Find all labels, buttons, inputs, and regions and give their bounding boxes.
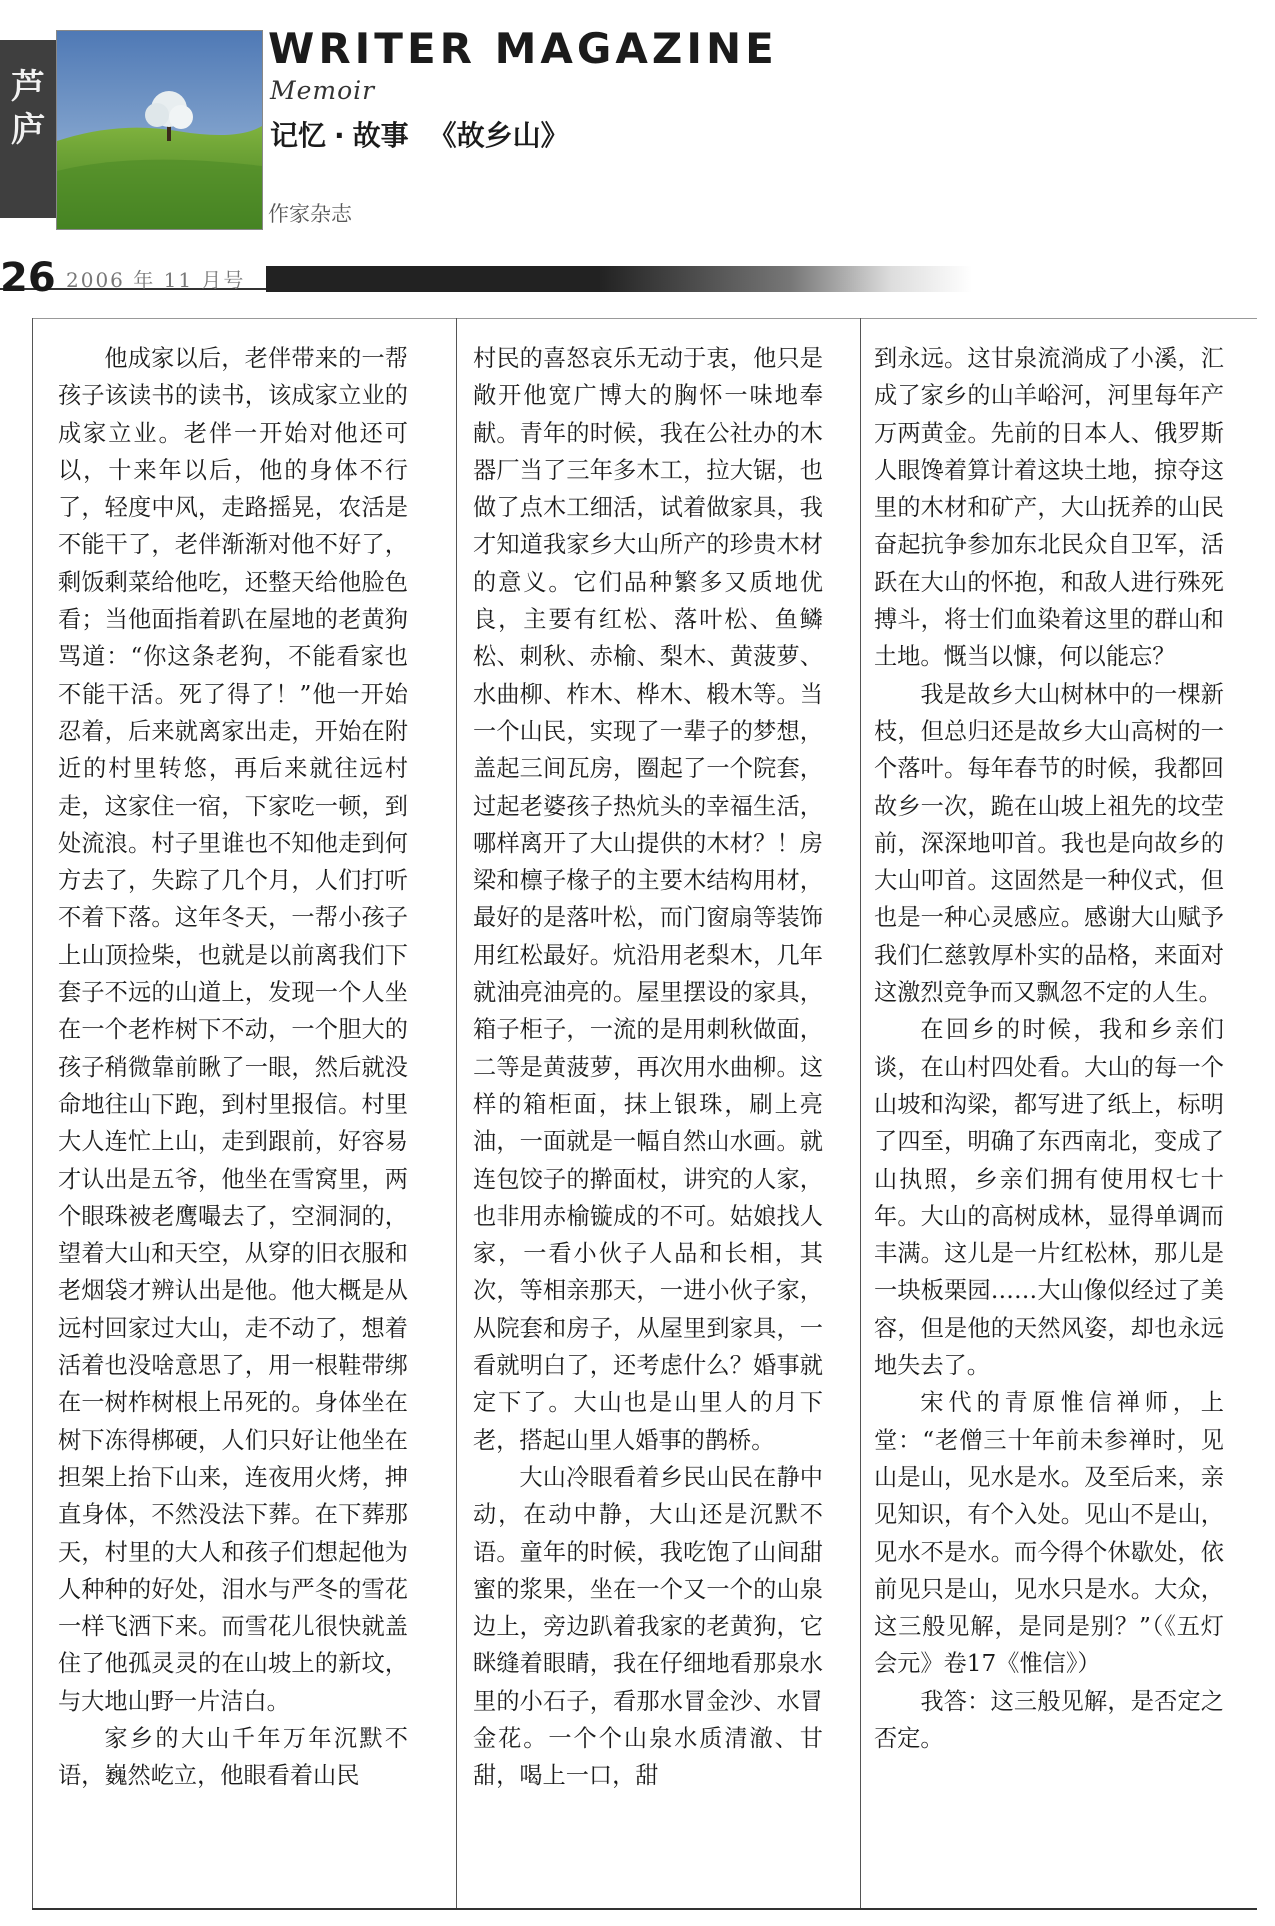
article-paragraph: 宋代的青原惟信禅师，上堂：“老僧三十年前未参禅时，见山是山，见水是水。及至后来，亲见知识，有个入处。见山不是山，见水不是水。而今得个休歇处，依前见只是山，见水只是水。大众，这三般见解，是同是别？”（《五灯会元》卷17《惟信》） [874, 1389, 1224, 1678]
side-tab-char-2: 庐 [11, 109, 45, 150]
work-title: 《故乡山》 [428, 119, 569, 152]
article-paragraph: 他成家以后，老伴带来的一帮孩子该读书的读书，该成家立业的成家立业。老伴一开始对他还可以，十来年以后，他的身体不行了，轻度中风，走路摇晃，农活是不能干了，老伴渐渐对他不好了，剩饭剩菜给他吃，还整天给他脸色看；当他面指着趴在屋地的老黄狗骂道：“你这条老狗，不能看家也不能干活。死了得了！”他一开始忍着，后来就离家出走，开始在附近的村里转悠，再后来就往远村走，这家住一宿，下家吃一顿，到处流浪。村子里谁也不知他走到何方去了，失踪了几个月，人们打听不着下落。这年冬天，一帮小孩子上山顶捡柴，也就是以前离我们下套子不远的山道上，发现一个人坐在一个老柞树下不动，一个胆大的孩子稍微靠前瞅了一眼，然后就没命地往山下跑，到村里报信。村里大人连忙上山，走到跟前，好容易才认出是五爷，他坐在雪窝里，两个眼珠被老鹰嘬去了，空洞洞的，望着大山和天空，从穿的旧衣服和老烟袋才辨认出是他。他大概是从远村回家过大山，走不动了，想着活着也没啥意思了，用一根鞋带绑在一树柞树根上吊死的。身体坐在树下冻得梆硬，人们只好让他坐在担架上抬下山来，连夜用火烤，抻直身体，不然没法下葬。在下葬那天，村里的大人和孩子们想起他为人种种的好处，泪水与严冬的雪花一样飞洒下来。而雪花儿很快就盖住了他孤灵灵的在山坡上的新坟，与大地山野一片洁白。 [58, 345, 408, 1715]
column-separator: · [334, 119, 345, 152]
magazine-title: WRITER MAGAZINE [268, 24, 778, 73]
article-paragraph: 村民的喜怒哀乐无动于衷，他只是敞开他宽广博大的胸怀一味地奉献。青年的时候，我在公社办的木器厂当了三年多木工，拉大锯，也做了点木工细活，试着做家具，我才知道我家乡大山所产的珍贵木材的意义。它们品种繁多又质地优良，主要有红松、落叶松、鱼鳞松、刺秋、赤榆、梨木、黄菠萝、水曲柳、柞木、桦木、椴木等。当一个山民，实现了一辈子的梦想，盖起三间瓦房，圈起了一个院套，过起老婆孩子热炕头的幸福生活，哪样离开了大山提供的木材？！房梁和檩子椽子的主要木结构用材，最好的是落叶松，而门窗扇等装饰用红松最好。炕沿用老梨木，几年就油亮油亮的。屋里摆设的家具，箱子柜子，一流的是用刺秋做面，二等是黄菠萝，再次用水曲柳。这样的箱柜面，抹上银珠，刷上亮油，一面就是一幅自然山水画。就连包饺子的擀面杖，讲究的人家，也非用赤榆镟成的不可。姑娘找人家，一看小伙子人品和长相，其次，等相亲那天，一进小伙子家，从院套和房子，从屋里到家具，一看就明白了，还考虑什么？婚事就定下了。大山也是山里人的月下老，搭起山里人婚事的鹊桥。 [473, 345, 823, 1454]
page-number: 26 [0, 255, 56, 301]
column-kind: 故事 [352, 119, 409, 152]
publisher-name: 作家杂志 [268, 202, 352, 226]
column-name: 记忆 [270, 119, 327, 152]
article-column-3 [874, 340, 1224, 1757]
article-paragraph: 到永远。这甘泉流淌成了小溪，汇成了家乡的山羊峪河，河里每年产万两黄金。先前的日本人、俄罗斯人眼馋着算计着这块土地，掠夺这里的木材和矿产，大山抚养的山民奋起抗争参加东北民众自卫军，活跃在大山的怀抱，和敌人进行殊死搏斗，将士们血染着这里的群山和土地。慨当以慷，何以能忘？ [874, 345, 1224, 671]
article-paragraph: 我是故乡大山树林中的一棵新枝，但总归还是故乡大山高树的一个落叶。每年春节的时候，我都回故乡一次，跪在山坡上祖先的坟茔前，深深地叩首。我也是向故乡的大山叩首。这固然是一种仪式，但也是一种心灵感应。感谢大山赋予我们仁慈敦厚朴实的品格，来面对这激烈竞争而又飘忽不定的人生。 [874, 680, 1224, 1007]
article-paragraph: 家乡的大山千年万年沉默不语，巍然屹立，他眼看着山民 [58, 1724, 408, 1790]
article-column-1 [58, 340, 408, 1795]
article-paragraph: 我答：这三般见解，是否定之否定。 [874, 1687, 1224, 1752]
column-rule-middle-2 [860, 318, 861, 1908]
article-paragraph: 在回乡的时候，我和乡亲们谈，在山村四处看。大山的每一个山坡和沟梁，都写进了纸上，标明了四至，明确了东西南北，变成了山执照，乡亲们拥有使用权七十年。大山的高树成林，显得单调而丰满。这儿是一片红松林，那儿是一块板栗园……大山像似经过了美容，但是他的天然风姿，却也永远地失去了。 [874, 1016, 1224, 1380]
top-rule [32, 318, 1257, 319]
column-rule-middle-1 [456, 318, 457, 1908]
bottom-rule [32, 1908, 1257, 1910]
section-subtitle: Memoir [270, 76, 376, 105]
article-paragraph: 大山冷眼看着乡民山民在静中动，在动中静，大山还是沉默不语。童年的时候，我吃饱了山间甜蜜的浆果，坐在一个又一个的山泉边上，旁边趴着我家的老黄狗，它眯缝着眼睛，我在仔细地看那泉水里的小石子，看那水冒金沙、水冒金花。一个个山泉水质清澈、甘甜，喝上一口，甜 [473, 1463, 823, 1790]
column-heading [270, 114, 569, 154]
landscape-photo [56, 30, 263, 230]
article-column-2 [473, 340, 823, 1795]
column-rule-left [32, 318, 33, 1908]
section-side-tab [0, 40, 56, 218]
landscape-image [57, 31, 262, 229]
issue-date: 2006 年 11 月号 [66, 268, 246, 292]
side-tab-char-1: 芦 [11, 67, 45, 107]
